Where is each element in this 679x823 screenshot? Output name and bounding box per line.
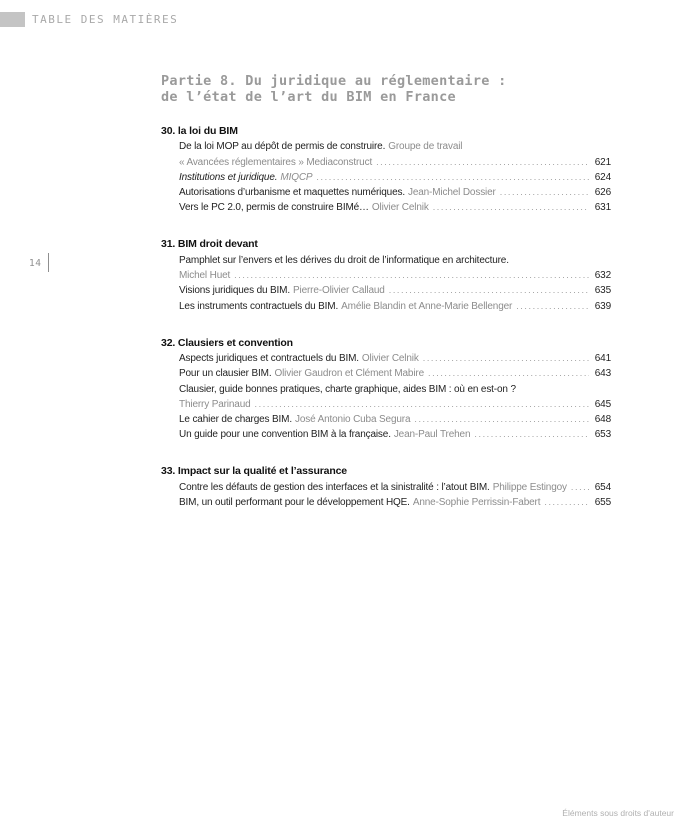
entry-page-number: 624 — [594, 171, 611, 183]
entry-page-number: 643 — [594, 368, 611, 380]
toc-entry[interactable] — [179, 351, 611, 366]
entry-title: Pamphlet sur l’envers et les dérives du droit de l’informatique en architecture. — [179, 254, 509, 266]
part-title-line-2: de l’état de l’art du BIM en France — [161, 89, 456, 105]
dot-leader — [516, 299, 589, 314]
chapter-title[interactable]: 31. BIM droit devant — [161, 238, 258, 251]
chapter-30 — [161, 124, 611, 215]
entry-title: BIM, un outil performant pour le développement HQE. — [179, 497, 410, 509]
dot-leader — [423, 351, 589, 366]
entry-author: Amélie Blandin et Anne-Marie Bellenger — [341, 300, 513, 312]
entry-author: Michel Huet — [179, 270, 231, 282]
entry-title: Visions juridiques du BIM. — [179, 285, 290, 297]
chapter-title[interactable]: 33. Impact sur la qualité et l’assurance — [161, 465, 347, 478]
dot-leader — [414, 412, 589, 427]
entry-author: Olivier Celnik — [361, 352, 419, 364]
entry-title: Clausier, guide bonnes pratiques, charte graphique, aides BIM : où en est-on ? — [179, 383, 516, 395]
entry-title: Les instruments contractuels du BIM. — [179, 300, 339, 312]
toc-entry[interactable] — [179, 412, 611, 427]
part-title — [161, 73, 507, 105]
running-header-title: TABLE DES MATIÈRES — [32, 13, 179, 26]
entry-page-number: 654 — [594, 481, 611, 493]
page-number: 14 — [29, 258, 42, 269]
entry-title: Pour un clausier BIM. — [179, 368, 272, 380]
toc-entry[interactable] — [179, 366, 611, 381]
dot-leader — [234, 268, 589, 283]
entry-page-number: 631 — [594, 202, 611, 214]
entry-author: Groupe de travail — [388, 141, 463, 153]
entry-page-number: 626 — [594, 187, 611, 199]
toc-entry[interactable] — [179, 200, 611, 215]
entry-title: Le cahier de charges BIM. — [179, 414, 292, 426]
toc-entry[interactable] — [179, 495, 611, 510]
dot-leader — [500, 185, 589, 200]
toc-entry[interactable] — [179, 252, 611, 283]
chapter-32 — [161, 336, 611, 443]
entry-title: De la loi MOP au dépôt de permis de construire. — [179, 141, 386, 153]
dot-leader — [428, 366, 589, 381]
toc-entry[interactable] — [179, 185, 611, 200]
entry-title: Autorisations d’urbanisme et maquettes numériques. — [179, 187, 405, 199]
entry-author: Jean-Michel Dossier — [407, 187, 496, 199]
entry-title: Vers le PC 2.0, permis de construire BIMé… — [179, 202, 369, 214]
entry-page-number: 641 — [594, 352, 611, 364]
toc-entry[interactable] — [179, 170, 611, 185]
entry-title: Institutions et juridique. — [179, 171, 278, 183]
entry-author: Jean-Paul Trehen — [393, 429, 471, 441]
dot-leader — [316, 170, 589, 185]
entry-author: Thierry Parinaud — [179, 398, 251, 410]
dot-leader — [433, 200, 589, 215]
dot-leader — [389, 283, 589, 298]
entry-author: Olivier Celnik — [371, 202, 429, 214]
entry-page-number: 635 — [594, 285, 611, 297]
dot-leader — [255, 397, 589, 412]
entry-page-number: 639 — [594, 300, 611, 312]
entry-page-number: 632 — [594, 270, 611, 282]
header-color-block — [0, 12, 25, 27]
toc-entry[interactable] — [179, 381, 611, 412]
chapter-33 — [161, 464, 611, 510]
dot-leader — [376, 155, 589, 170]
entry-author: Philippe Estingoy — [492, 481, 567, 493]
entry-author: « Avancées réglementaires » Mediaconstruct — [179, 156, 373, 168]
entry-author: Anne-Sophie Perrissin-Fabert — [412, 497, 541, 509]
toc-entry[interactable] — [179, 139, 611, 170]
table-of-contents — [161, 124, 611, 532]
entry-title: Contre les défauts de gestion des interfaces et la sinistralité : l’atout BIM. — [179, 481, 490, 493]
entry-page-number: 645 — [594, 398, 611, 410]
entry-page-number: 655 — [594, 497, 611, 509]
toc-entry[interactable] — [179, 479, 611, 494]
entry-page-number: 653 — [594, 429, 611, 441]
dot-leader — [544, 495, 589, 510]
entry-author: MIQCP — [280, 171, 313, 183]
entry-title: Aspects juridiques et contractuels du BIM. — [179, 352, 359, 364]
chapter-title[interactable]: 32. Clausiers et convention — [161, 336, 293, 349]
chapter-31 — [161, 237, 611, 313]
part-title-line-1: Partie 8. Du juridique au réglementaire : — [161, 73, 507, 89]
entry-author: José Antonio Cuba Segura — [294, 414, 411, 426]
entry-page-number: 648 — [594, 414, 611, 426]
toc-entry[interactable] — [179, 427, 611, 442]
entry-author: Pierre-Olivier Callaud — [292, 285, 385, 297]
toc-entry[interactable] — [179, 298, 611, 313]
chapter-title[interactable]: 30. la loi du BIM — [161, 125, 238, 137]
toc-entry[interactable] — [179, 283, 611, 298]
dot-leader — [571, 480, 589, 495]
dot-leader — [474, 427, 589, 442]
entry-title: Un guide pour une convention BIM à la française. — [179, 429, 391, 441]
copyright-footer: Éléments sous droits d'auteur — [562, 808, 674, 818]
entry-page-number: 621 — [594, 156, 611, 168]
entry-author: Olivier Gaudron et Clément Mabire — [274, 368, 425, 380]
page-number-divider — [48, 253, 49, 272]
